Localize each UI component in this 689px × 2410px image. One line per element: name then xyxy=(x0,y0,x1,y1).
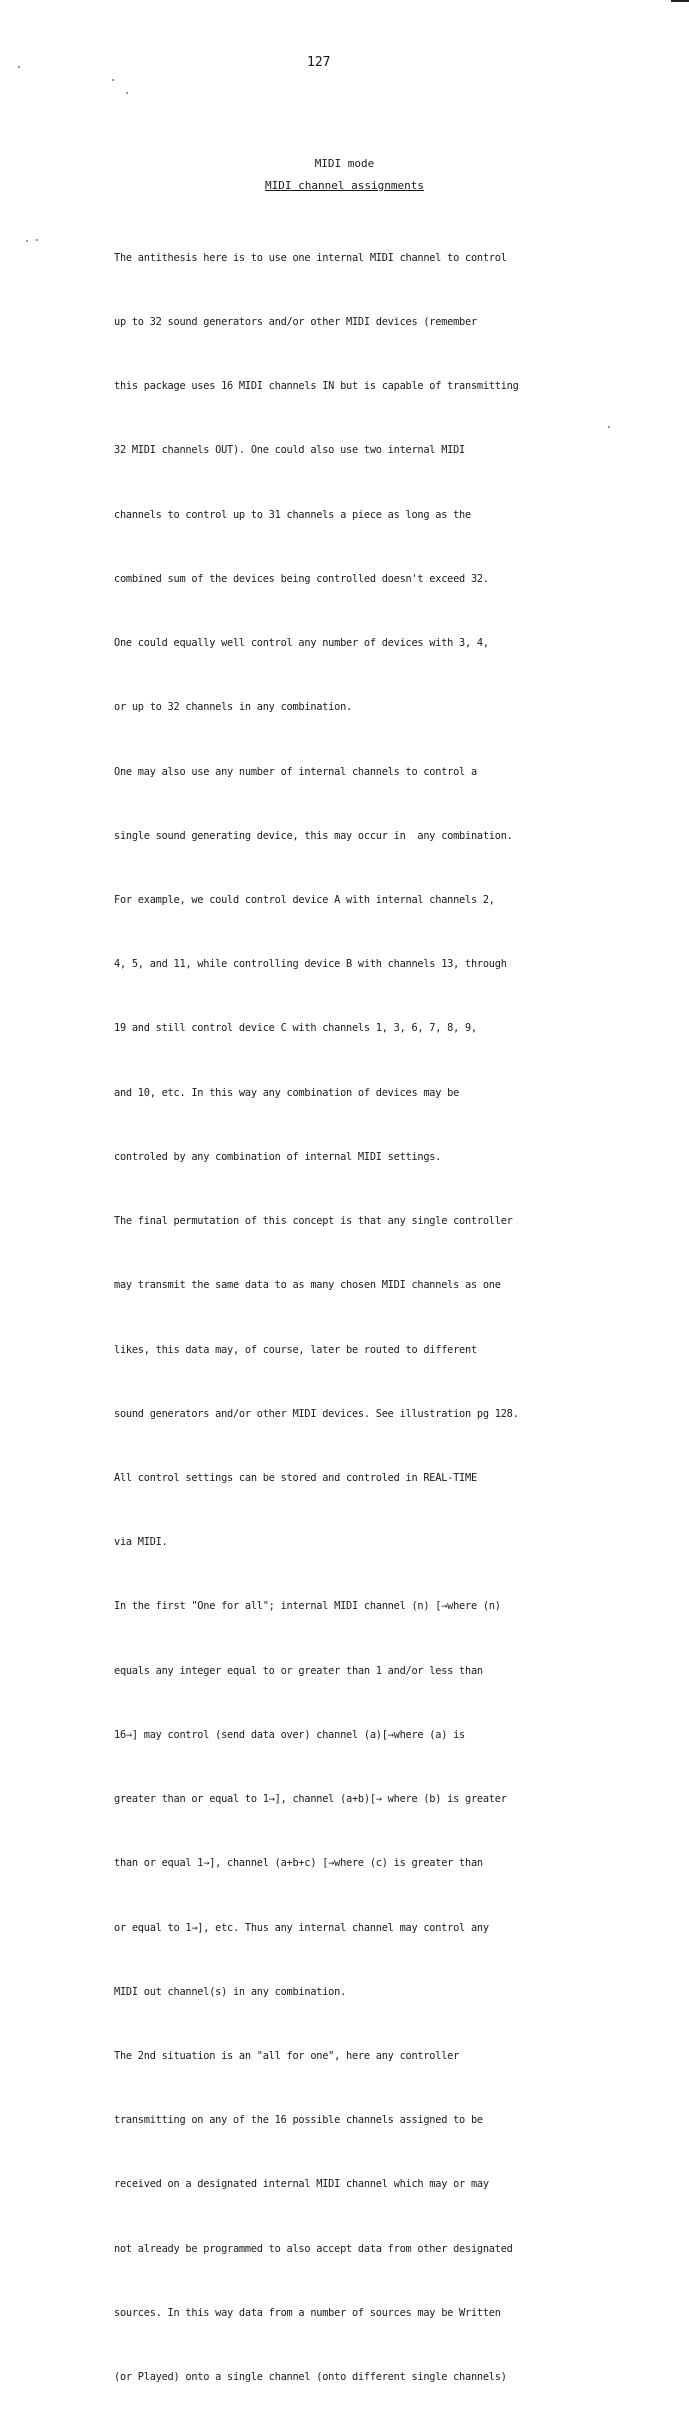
text-line: The antithesis here is to use one internal MIDI channel to control xyxy=(114,251,507,264)
text-line: MIDI out channel(s) in any combination. xyxy=(114,1985,347,1998)
text-line: and 10, etc. In this way any combination of devices may be xyxy=(114,1086,460,1099)
scan-edge-mark xyxy=(671,0,689,2)
text-line: One may also use any number of internal channels to control a xyxy=(114,765,477,778)
text-line: controled by any combination of internal MIDI settings. xyxy=(114,1150,442,1163)
text-line: than or equal 1→], channel (a+b+c) [→where (c) is greater than xyxy=(114,1857,483,1870)
text-line: this package uses 16 MIDI channels IN but is capable of transmitting xyxy=(114,380,519,393)
section-title: MIDI mode xyxy=(314,157,375,170)
scan-speck xyxy=(26,240,28,242)
text-line: 16→] may control (send data over) channel (a)[→where (a) is xyxy=(114,1728,466,1741)
scan-speck xyxy=(36,239,38,241)
text-line: up to 32 sound generators and/or other MIDI devices (remember xyxy=(114,316,477,329)
scan-speck xyxy=(126,92,128,94)
text-line: or equal to 1→], etc. Thus any internal channel may control any xyxy=(114,1921,489,1934)
text-line: In the first "One for all"; internal MIDI channel (n) [→where (n) xyxy=(114,1600,501,1613)
text-line: may transmit the same data to as many chosen MIDI channels as one xyxy=(114,1279,501,1292)
text-line: The 2nd situation is an "all for one", here any controller xyxy=(114,2049,460,2062)
text-line: via MIDI. xyxy=(114,1536,168,1549)
text-line: The final permutation of this concept is that any single controller xyxy=(114,1215,513,1228)
text-line: received on a designated internal MIDI channel which may or may xyxy=(114,2178,489,2191)
scan-speck xyxy=(112,79,114,81)
scan-speck xyxy=(18,66,20,68)
text-line: 19 and still control device C with channels 1, 3, 6, 7, 8, 9, xyxy=(114,1022,477,1035)
text-line: 32 MIDI channels OUT). One could also use two internal MIDI xyxy=(114,444,466,457)
page-number: 127 xyxy=(307,55,331,70)
body-text xyxy=(114,205,584,2410)
text-line: equals any integer equal to or greater than 1 and/or less than xyxy=(114,1664,483,1677)
text-line: not already be programmed to also accept data from other designated xyxy=(114,2242,513,2255)
text-line: For example, we could control device A with internal channels 2, xyxy=(114,894,495,906)
text-line: single sound generating device, this may occur in any combination. xyxy=(114,829,513,842)
text-line: greater than or equal to 1→], channel (a+b)[→ where (b) is greater xyxy=(114,1793,507,1806)
text-line: sound generators and/or other MIDI devices. See illustration pg 128. xyxy=(114,1407,519,1420)
text-line: sources. In this way data from a number of sources may be Written xyxy=(114,2306,501,2319)
text-line: (or Played) onto a single channel (onto different single channels) xyxy=(114,2371,507,2384)
text-line: likes, this data may, of course, later be routed to different xyxy=(114,1343,477,1356)
text-line: or up to 32 channels in any combination. xyxy=(114,701,352,714)
section-subtitle: MIDI channel assignments xyxy=(265,179,424,192)
text-line: transmitting on any of the 16 possible channels assigned to be xyxy=(114,2114,483,2127)
text-line: One could equally well control any number of devices with 3, 4, xyxy=(114,637,489,650)
text-line: All control settings can be stored and controled in REAL-TIME xyxy=(114,1471,477,1484)
text-line: channels to control up to 31 channels a piece as long as the xyxy=(114,508,471,521)
text-line: combined sum of the devices being controlled doesn't exceed 32. xyxy=(114,572,489,585)
scan-speck xyxy=(608,426,610,428)
text-line: 4, 5, and 11, while controlling device B with channels 13, through xyxy=(114,958,507,971)
